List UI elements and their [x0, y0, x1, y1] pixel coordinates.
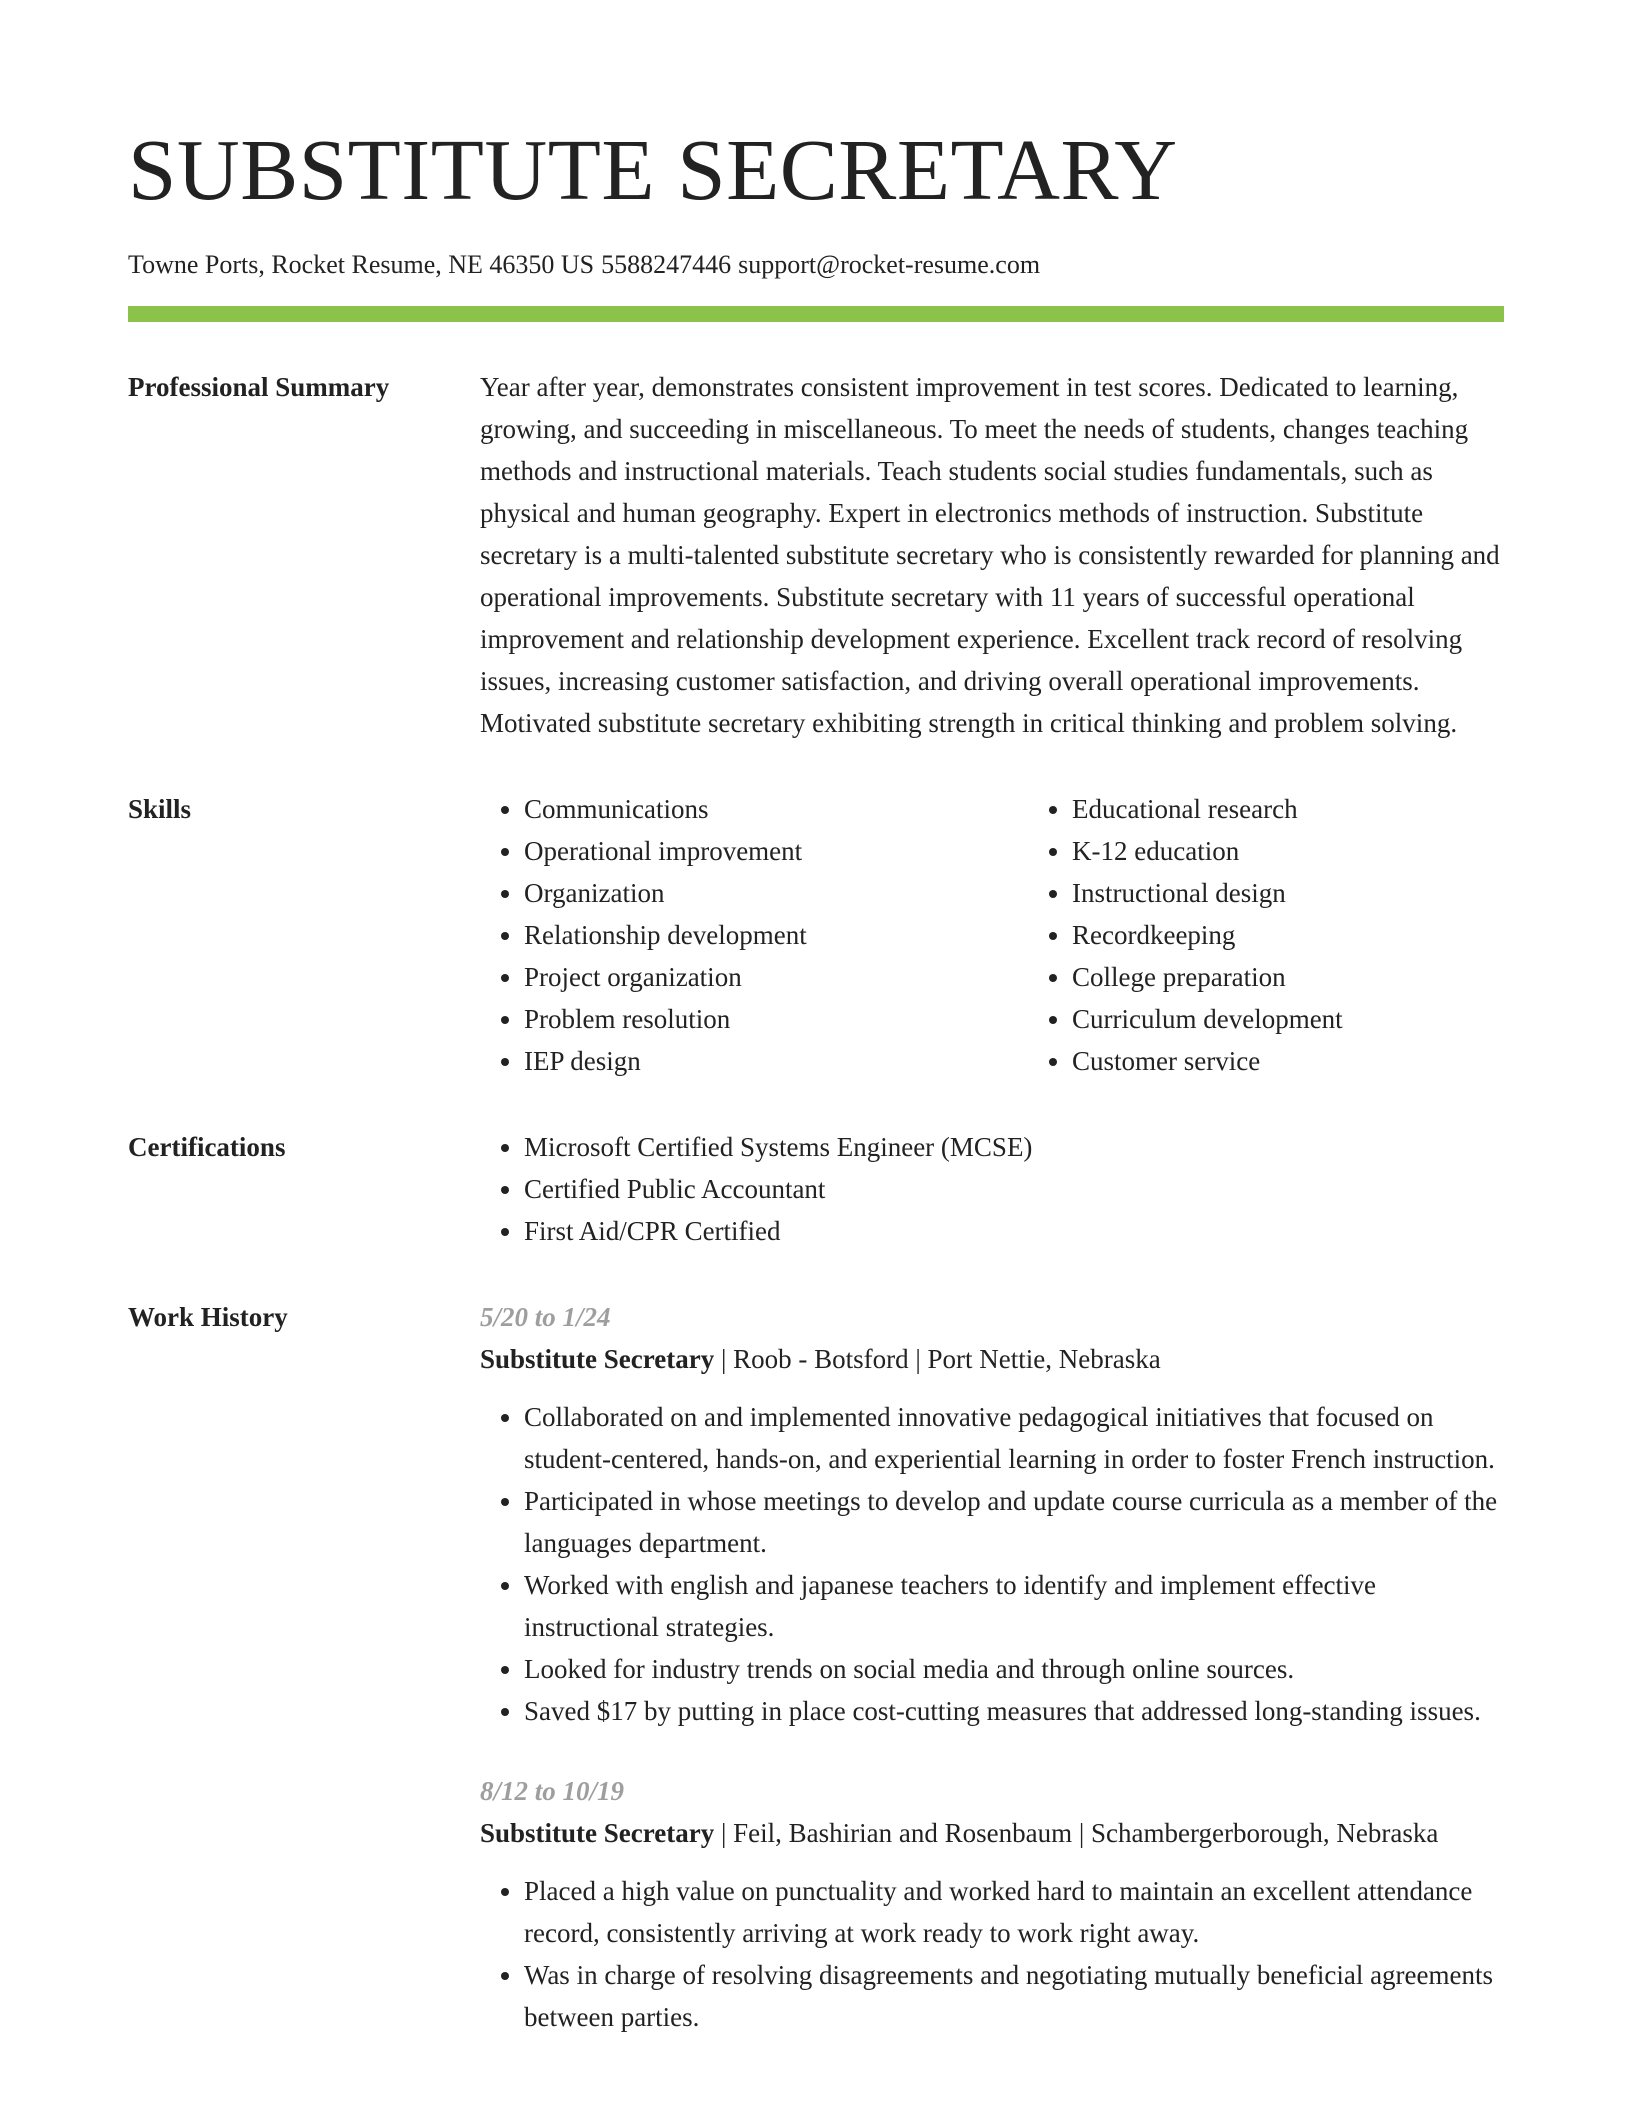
work-history-label: Work History: [128, 1302, 288, 1332]
certifications-content: [480, 1126, 1504, 1252]
skill-item: • Organization: [524, 872, 1028, 914]
skill-item: • Operational improvement: [524, 830, 1028, 872]
job-bullet: • Was in charge of resolving disagreements and negotiating mutually beneficial agreements between parties.: [524, 1954, 1504, 2038]
job-bullet: • Collaborated on and implemented innovative pedagogical initiatives that focused on student-centered, hands-on, and experiential learning in order to foster French instruction.: [524, 1396, 1504, 1480]
job-bullets: [480, 1396, 1504, 1732]
skills-section: [128, 788, 1504, 1082]
contact-line: [128, 248, 1504, 282]
skills-list-left: [480, 788, 1028, 1082]
job-bullet: • Worked with english and japanese teachers to identify and implement effective instructional strategies.: [524, 1564, 1504, 1648]
job-entry: [480, 1770, 1504, 2038]
job-bullet: • Looked for industry trends on social media and through online sources.: [524, 1648, 1504, 1690]
job-bullet: • Placed a high value on punctuality and worked hard to maintain an excellent attendance record, consistently arriving at work ready to work right away.: [524, 1870, 1504, 1954]
skill-item: • Project organization: [524, 956, 1028, 998]
skill-item: • IEP design: [524, 1040, 1028, 1082]
certifications-label: Certifications: [128, 1132, 286, 1162]
skills-content: [480, 788, 1576, 1082]
skill-item: • Instructional design: [1072, 872, 1576, 914]
skill-item: • K-12 education: [1072, 830, 1576, 872]
job-details: | Feil, Bashirian and Rosenbaum | Schambergerborough, Nebraska: [714, 1818, 1439, 1848]
job-dates: 8/12 to 10/19: [480, 1776, 625, 1806]
job-title-line: [480, 1338, 1504, 1380]
job-bullets: [480, 1870, 1504, 2038]
summary-text: Year after year, demonstrates consistent improvement in test scores. Dedicated to learning, growing, and succeeding in miscellaneous. To meet the needs of students, changes teaching methods and instructional materials. Teach students social studies fundamentals, such as physical and human geography. Expert in electronics methods of instruction. Substitute secretary is a multi-talented substitute secretary who is consistently rewarded for planning and operational improvements. Substitute secretary with 11 years of successful operational improvement and relationship development experience. Excellent track record of resolving issues, increasing customer satisfaction, and driving overall operational improvements. Motivated substitute secretary exhibiting strength in critical thinking and problem solving.: [480, 372, 1500, 738]
summary-label: Professional Summary: [128, 372, 390, 402]
skills-label: Skills: [128, 794, 192, 824]
contact-phone: 5588247446: [601, 250, 732, 279]
job-bullet: • Saved $17 by putting in place cost-cutting measures that addressed long-standing issues.: [524, 1690, 1504, 1732]
certifications-section: [128, 1126, 1504, 1252]
job-bullet: • Participated in whose meetings to develop and update course curricula as a member of the languages department.: [524, 1480, 1504, 1564]
work-history-section: [128, 1296, 1504, 2038]
skill-item: • Relationship development: [524, 914, 1028, 956]
skill-item: • Recordkeeping: [1072, 914, 1576, 956]
certification-item: • Certified Public Accountant: [524, 1168, 1504, 1210]
job-dates: 5/20 to 1/24: [480, 1302, 611, 1332]
contact-address: Towne Ports, Rocket Resume, NE 46350 US: [128, 250, 595, 279]
job-title: Substitute Secretary: [480, 1818, 715, 1848]
job-title-line: [480, 1812, 1504, 1854]
skill-item: • College preparation: [1072, 956, 1576, 998]
skill-item: • Problem resolution: [524, 998, 1028, 1040]
contact-email: support@rocket-resume.com: [738, 250, 1041, 279]
skill-item: • Curriculum development: [1072, 998, 1576, 1040]
skill-item: • Educational research: [1072, 788, 1576, 830]
certification-item: • Microsoft Certified Systems Engineer (MCSE): [524, 1126, 1504, 1168]
summary-content: [480, 366, 1504, 744]
job-entry: [480, 1296, 1504, 1732]
job-details: | Roob - Botsford | Port Nettie, Nebraska: [714, 1344, 1161, 1374]
skill-item: • Communications: [524, 788, 1028, 830]
skills-list-right: [1028, 788, 1576, 1082]
certifications-list: [480, 1126, 1504, 1252]
skill-item: • Customer service: [1072, 1040, 1576, 1082]
summary-section: [128, 366, 1504, 744]
job-title: Substitute Secretary: [480, 1344, 715, 1374]
certification-item: • First Aid/CPR Certified: [524, 1210, 1504, 1252]
work-history-content: [480, 1296, 1504, 2038]
header-divider: [128, 306, 1504, 322]
resume-name: SUBSTITUTE SECRETARY: [128, 121, 1178, 218]
